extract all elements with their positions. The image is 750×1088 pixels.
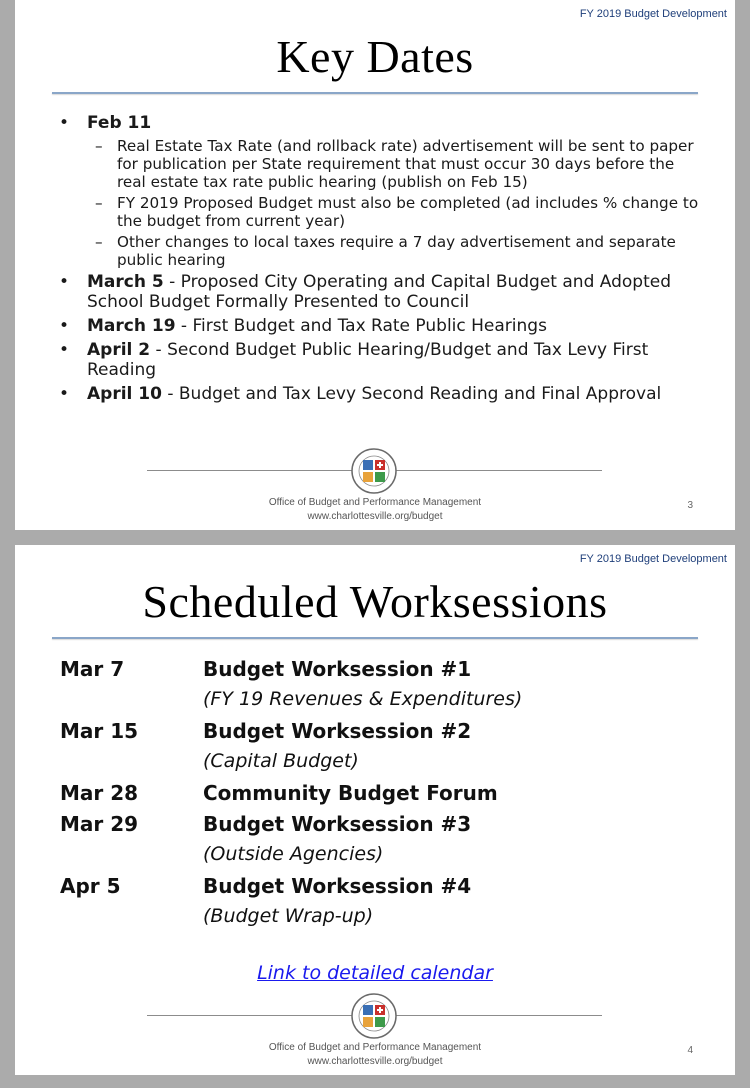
page-number: 4: [687, 1045, 693, 1056]
schedule-note-row: [60, 843, 700, 874]
schedule-date: Mar 28: [60, 781, 139, 805]
schedule-event: Budget Worksession #3: [203, 812, 472, 836]
slide-header-tag: FY 2019 Budget Development: [579, 8, 727, 20]
schedule-note: (Outside Agencies): [203, 843, 384, 865]
schedule-row: [60, 719, 700, 750]
key-dates-list: [55, 113, 705, 408]
city-seal-icon: [351, 448, 397, 494]
schedule-date: Apr 5: [60, 874, 121, 898]
schedule-row: [60, 874, 700, 905]
slide-header-tag: FY 2019 Budget Development: [579, 553, 727, 565]
schedule-note: (Capital Budget): [203, 750, 359, 772]
footer-office: Office of Budget and Performance Management: [268, 1042, 482, 1053]
schedule-date: Mar 29: [60, 812, 139, 836]
bullet-date: Feb 11: [87, 113, 152, 133]
detailed-calendar-link[interactable]: Link to detailed calendar: [257, 962, 493, 984]
footer-url: www.charlottesville.org/budget: [307, 1056, 443, 1067]
bullet-date: April 2: [87, 340, 151, 360]
bullet-date: April 10: [87, 384, 162, 404]
bullet-date: March 19: [87, 316, 176, 336]
title-divider: [52, 92, 698, 94]
schedule-date: Mar 15: [60, 719, 139, 743]
schedule-note: (Budget Wrap-up): [203, 905, 374, 927]
schedule-note: (FY 19 Revenues & Expenditures): [203, 688, 523, 710]
bullet-item: [55, 384, 705, 404]
bullet-item: [55, 340, 705, 380]
slide-title: Scheduled Worksessions: [142, 576, 608, 627]
schedule-note-row: [60, 750, 700, 781]
title-divider: [52, 637, 698, 639]
slide-scheduled-worksessions: [15, 545, 735, 1075]
worksession-schedule: [60, 657, 700, 936]
bullet-text: - Proposed City Operating and Capital Budget and Adopted School Budget Formally Presented to Council: [87, 272, 671, 312]
schedule-event: Community Budget Forum: [203, 781, 498, 805]
bullet-item: [55, 316, 705, 336]
bullet-text: - Budget and Tax Levy Second Reading and Final Approval: [161, 384, 662, 404]
sub-bullet-item: – FY 2019 Proposed Budget must also be completed (ad includes % change to the budget from current year): [55, 194, 705, 230]
footer-url: www.charlottesville.org/budget: [307, 511, 443, 522]
schedule-date: Mar 7: [60, 657, 125, 681]
sub-bullet-item: – Other changes to local taxes require a 7 day advertisement and separate public hearing: [55, 233, 705, 269]
bullet-date: March 5: [87, 272, 164, 292]
schedule-row: [60, 812, 700, 843]
footer-office: Office of Budget and Performance Management: [268, 497, 482, 508]
sub-bullet-item: – Real Estate Tax Rate (and rollback rate) advertisement will be sent to paper for publication per State requirement that must occur 30 days before the real estate tax rate public hearing (publish on Feb 15): [55, 137, 705, 191]
page-number: 3: [687, 500, 693, 511]
bullet-text: - Second Budget Public Hearing/Budget and Tax Levy First Reading: [87, 340, 649, 380]
slide-key-dates: [15, 0, 735, 530]
schedule-event: Budget Worksession #1: [203, 657, 472, 681]
bullet-text: - First Budget and Tax Rate Public Hearings: [175, 316, 547, 336]
schedule-note-row: [60, 688, 700, 719]
schedule-row: [60, 657, 700, 688]
schedule-event: Budget Worksession #4: [203, 874, 472, 898]
bullet-item: [55, 113, 705, 133]
city-seal-icon: [351, 993, 397, 1039]
bullet-item: [55, 272, 705, 312]
schedule-note-row: [60, 905, 700, 936]
schedule-row: [60, 781, 700, 812]
slide-title: Key Dates: [276, 31, 474, 82]
schedule-event: Budget Worksession #2: [203, 719, 472, 743]
